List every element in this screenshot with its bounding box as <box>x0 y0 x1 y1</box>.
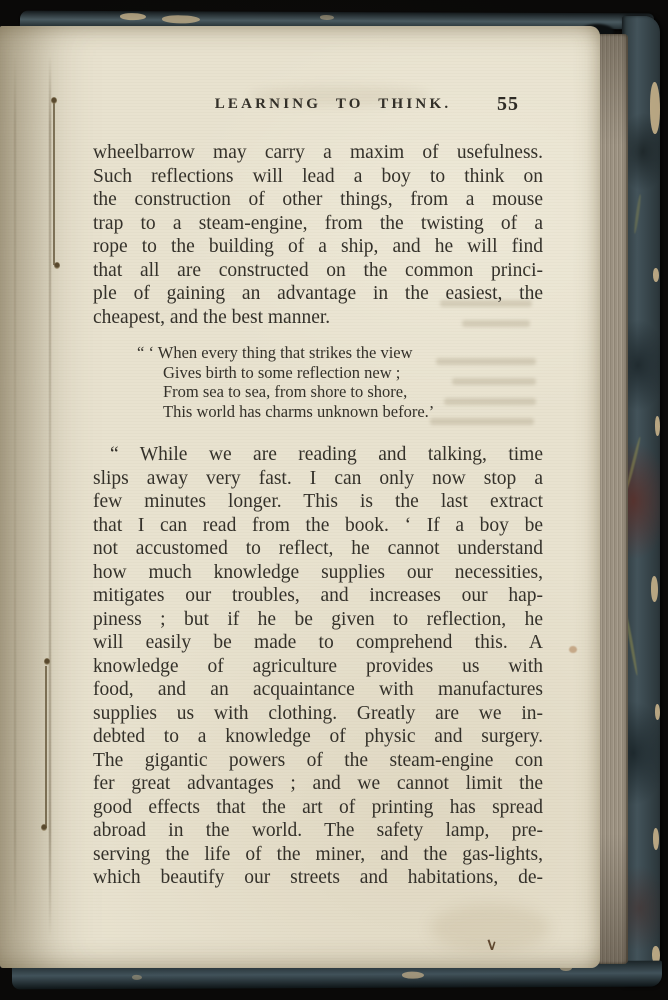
text-line: few minutes longer. This is the last extract <box>93 491 543 512</box>
text-line: rope to the building of a ship, and he will find <box>93 236 543 257</box>
stitch-hole <box>44 658 50 665</box>
cover-wear-chip <box>650 82 660 134</box>
text-line: supplies us with clothing. Greatly are we in- <box>93 702 543 724</box>
foxing-spot <box>569 646 577 653</box>
binding-thread <box>45 666 47 828</box>
gutter-crease <box>49 56 51 936</box>
cover-wear-chip <box>655 416 660 436</box>
text-line: trap to a steam-engine, from the twisting of a <box>93 212 543 234</box>
cover-wear-chip <box>132 975 142 980</box>
cover-wear-chip <box>402 972 424 979</box>
text-line: fer great advantages ; and we cannot limit the <box>93 773 543 794</box>
cover-wear-chip <box>162 15 200 23</box>
ink-mark <box>486 939 497 952</box>
stitch-hole <box>41 824 47 831</box>
text-line: which beautify our streets and habitations, de- <box>93 867 543 888</box>
cover-wear-chip <box>653 268 659 282</box>
text-line: abroad in the world. The safety lamp, pre- <box>93 820 543 841</box>
text-line: good effects that the art of printing has spread <box>93 796 543 818</box>
text-line: The gigantic powers of the steam-engine con <box>93 749 543 771</box>
marble-streak <box>633 194 642 234</box>
text-line: cheapest, and the best manner. <box>93 306 331 328</box>
page-number: 55 <box>497 93 519 115</box>
verse-line: “ ‘ When every thing that strikes the view <box>137 343 413 362</box>
gutter-crease <box>14 56 16 936</box>
paragraph-1 <box>93 141 543 329</box>
cover-wear-chip <box>320 15 334 20</box>
text-line: piness ; but if he be given to reflection, he <box>93 608 543 630</box>
text-line: wheelbarrow may carry a maxim of usefulness. <box>93 142 543 163</box>
text-line: that I can read from the book. ‘ If a boy be <box>93 514 543 536</box>
verse-quote <box>137 343 543 421</box>
cover-wear-chip <box>655 704 660 720</box>
running-title: LEARNING TO THINK. <box>214 96 452 112</box>
stitch-hole <box>54 262 60 269</box>
text-line: debted to a knowledge of physic and surgery. <box>93 726 543 747</box>
text-line: knowledge of agriculture provides us with <box>93 655 543 677</box>
text-line: mitigates our troubles, and increases our hap- <box>93 585 543 606</box>
text-line: slips away very fast. I can only now stop a <box>93 467 543 489</box>
text-block <box>93 93 543 890</box>
paragraph-2 <box>93 443 543 890</box>
text-line: that all are constructed on the common princi- <box>93 259 543 281</box>
text-line: ple of gaining an advantage in the easiest, the <box>93 283 543 304</box>
book-page <box>0 26 600 968</box>
binding-thread <box>53 101 55 265</box>
text-line: Such reflections will lead a boy to think on <box>93 165 543 187</box>
text-line: food, and an acquaintance with manufactures <box>93 679 543 700</box>
text-line: “ While we are reading and talking, time <box>110 444 543 465</box>
verse-line: From sea to sea, from shore to shore, <box>163 382 408 401</box>
cover-wear-chip <box>120 13 146 20</box>
text-line: the construction of other things, from a mouse <box>93 189 543 210</box>
page-edges-stack <box>597 34 628 964</box>
verse-line: This world has charms unknown before.’ <box>163 401 435 421</box>
stitch-hole <box>51 97 57 104</box>
text-line: will easily be made to comprehend this. A <box>93 632 543 653</box>
page-header <box>93 93 543 122</box>
text-line: how much knowledge supplies our necessities, <box>93 561 543 583</box>
cover-wear-chip <box>651 576 658 602</box>
cover-wear-chip <box>653 828 659 850</box>
text-line: not accustomed to reflect, he cannot understand <box>93 538 543 559</box>
verse-line: Gives birth to some reflection new ; <box>163 362 401 382</box>
text-line: serving the life of the miner, and the gas-lights, <box>93 843 543 865</box>
